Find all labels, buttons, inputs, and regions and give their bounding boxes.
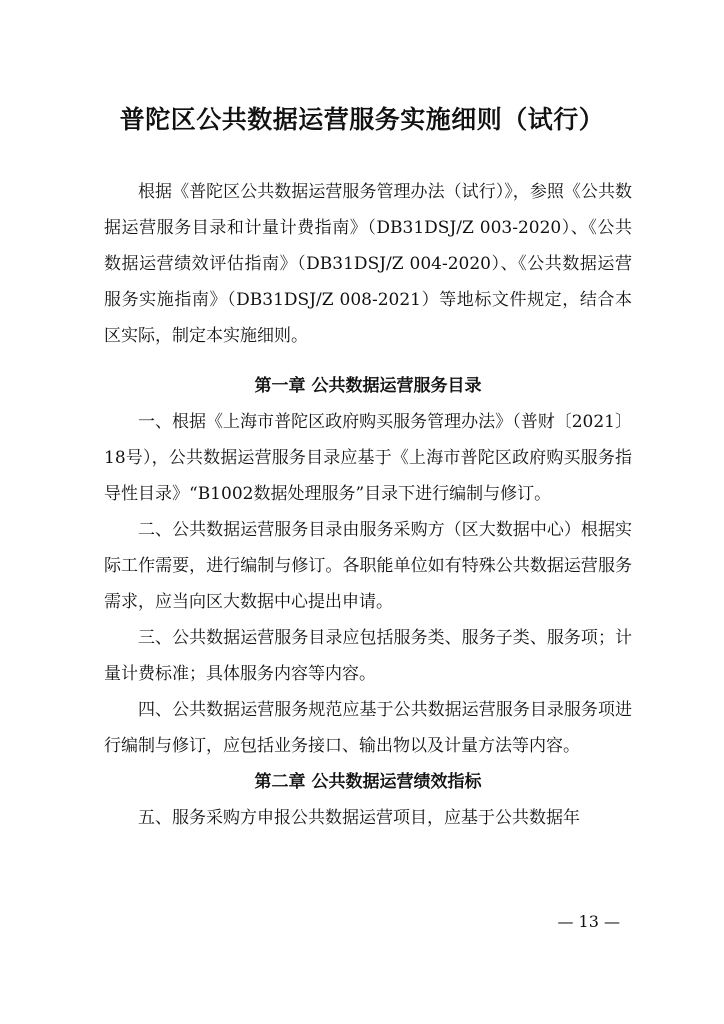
chapter-1-paragraph-3: 三、公共数据运营服务目录应包括服务类、服务子类、服务项；计量计费标准；具体服务内容等内容。 <box>104 628 632 684</box>
document-body <box>104 174 632 836</box>
chapter-1-paragraph-2: 二、公共数据运营服务目录由服务采购方（区大数据中心）根据实际工作需要，进行编制与修订。各职能单位如有特殊公共数据运营服务需求，应当向区大数据中心提出申请。 <box>104 520 632 612</box>
chapter-1-paragraph-4: 四、公共数据运营服务规范应基于公共数据运营服务目录服务项进行编制与修订，应包括业务接口、输出物以及计量方法等内容。 <box>104 700 632 756</box>
chapter-1-heading: 第一章 公共数据运营服务目录 <box>254 376 482 396</box>
intro-paragraph: 根据《普陀区公共数据运营服务管理办法（试行）》，参照《公共数据运营服务目录和计量计费指南》（DB31DSJ/Z 003-2020）、《公共数据运营绩效评估指南》（DB31DSJ/Z 004-2020）、《公共数据运营服务实施指南》（DB31DSJ/Z 008-2021）等地标文件规定，结合本区实际，制定本实施细则。 <box>104 182 632 346</box>
chapter-2-paragraph-1: 五、服务采购方申报公共数据运营项目，应基于公共数据年 <box>138 808 580 828</box>
chapter-2-heading: 第二章 公共数据运营绩效指标 <box>254 772 482 792</box>
document-title: 普陀区公共数据运营服务实施细则（试行） <box>119 105 605 134</box>
page-number: — 13 — <box>557 912 620 931</box>
chapter-1-paragraph-1: 一、根据《上海市普陀区政府购买服务管理办法》（普财〔2021〕18号），公共数据运营服务目录应基于《上海市普陀区政府购买服务指导性目录》“B1002数据处理服务”目录下进行编制与修订。 <box>104 412 632 504</box>
section-spacer <box>104 354 632 368</box>
